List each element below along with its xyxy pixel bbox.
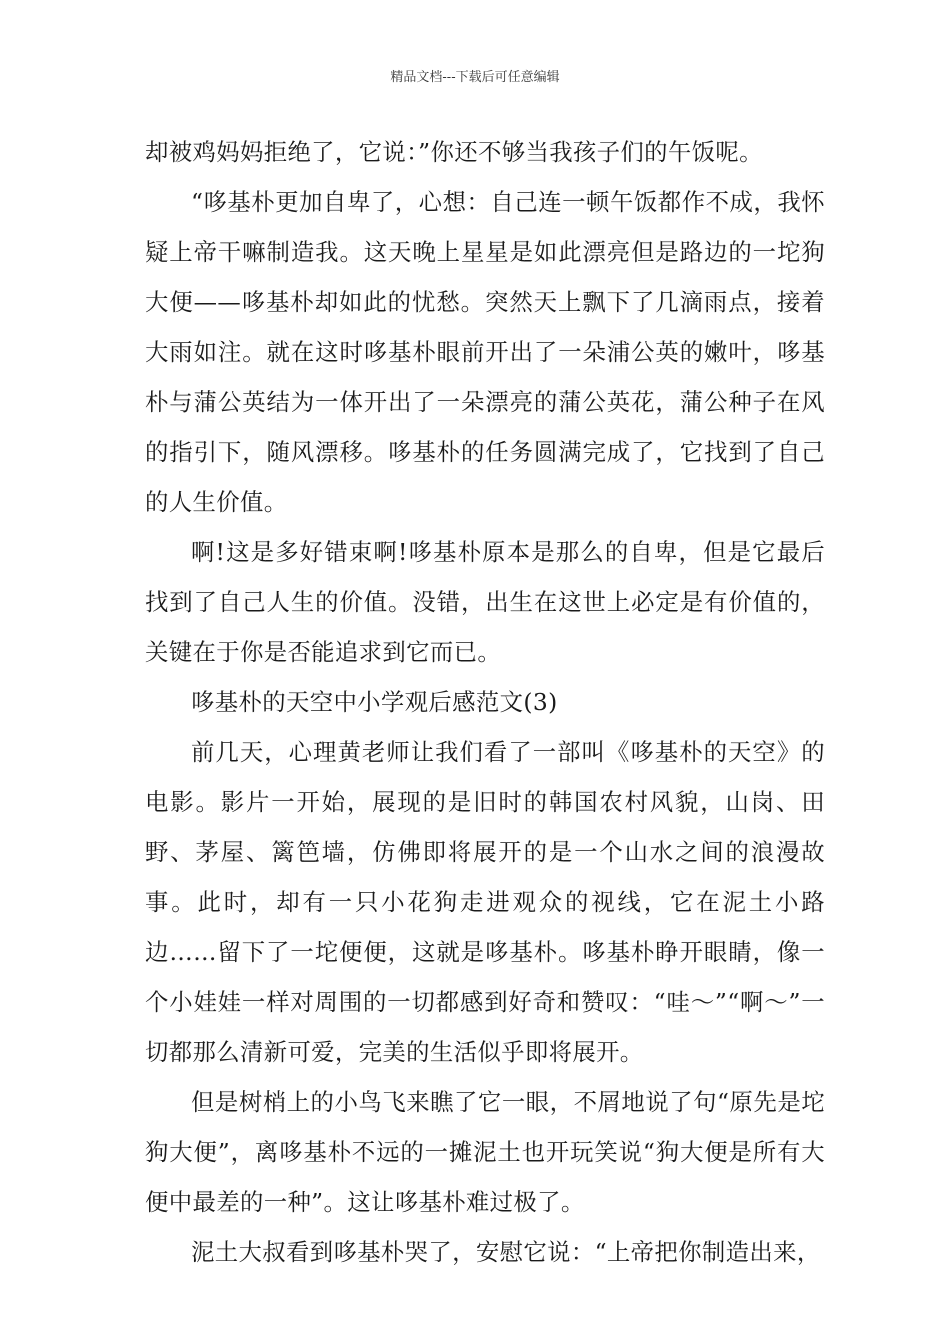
paragraph: 但是树梢上的小鸟飞来瞧了它一眼，不屑地说了句“原先是坨狗大便”，离哆基朴不远的一摊泥土也开玩笑说“狗大便是所有大便中最差的一种”。这让哆基朴难过极了。 [145,1088,825,1216]
paragraph: 啊!这是多好错束啊!哆基朴原本是那么的自卑，但是它最后找到了自己人生的价值。没错，出生在这世上必定是有价值的，关键在于你是否能追求到它而已。 [145,538,825,666]
paragraph: “哆基朴更加自卑了，心想：自己连一顿午饭都作不成，我怀疑上帝干嘛制造我。这天晚上星星是如此漂亮但是路边的一坨狗大便——哆基朴却如此的忧愁。突然天上飘下了几滴雨点，接着大雨如注。就在这时哆基朴眼前开出了一朵浦公英的嫩叶，哆基朴与蒲公英结为一体开出了一朵漂亮的蒲公英花，蒲公种子在风的指引下，随风漂移。哆基朴的任务圆满完成了，它找到了自己的人生价值。 [145,188,825,516]
section-heading: 哆基朴的天空中小学观后感范文(3) [191,688,558,716]
document-body [145,127,825,1277]
page-header: 精品文档---下载后可任意编辑 [390,70,560,85]
paragraph: 前几天，心理黄老师让我们看了一部叫《哆基朴的天空》的电影。影片一开始，展现的是旧时的韩国农村风貌，山岗、田野、茅屋、篱笆墙，仿佛即将展开的是一个山水之间的浪漫故事。此时，却有一只小花狗走进观众的视线，它在泥土小路边……留下了一坨便便，这就是哆基朴。哆基朴睁开眼睛，像一个小娃娃一样对周围的一切都感到好奇和赞叹：“哇～”“啊～”一切都那么清新可爱，完美的生活似乎即将展开。 [145,738,825,1066]
paragraph: 泥土大叔看到哆基朴哭了，安慰它说：“上帝把你制造出来， [191,1238,821,1266]
paragraph: 却被鸡妈妈拒绝了，它说：”你还不够当我孩子们的午饭呢。 [145,138,763,166]
